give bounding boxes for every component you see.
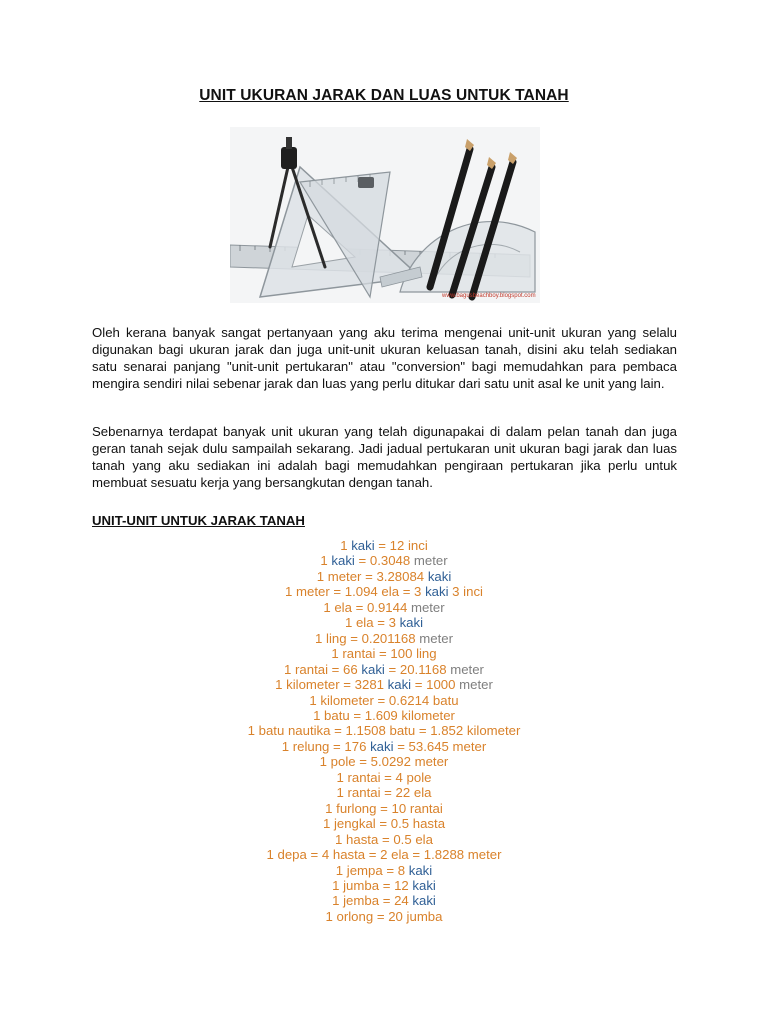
conversion-segment: = 0.3048	[354, 553, 414, 569]
conversion-segment: 1	[340, 538, 352, 553]
conversion-segment: 1 ling = 0.201168	[315, 630, 420, 646]
conversion-segment: 1 pole = 5.0292 meter	[319, 754, 449, 770]
conversion-item	[0, 863, 768, 878]
conversion-segment: = 12 inci	[374, 538, 428, 553]
conversion-list	[0, 538, 768, 924]
section-heading: UNIT-UNIT UNTUK JARAK TANAH	[92, 513, 305, 528]
conversion-segment: 1 rantai = 22 ela	[336, 785, 432, 801]
conversion-item	[0, 708, 768, 723]
image-watermark: www.bagusbeachboy.blogspot.com	[442, 293, 536, 299]
conversion-item	[0, 615, 768, 630]
conversion-item	[0, 909, 768, 924]
conversion-segment: 1 batu = 1.609 kilometer	[313, 707, 455, 723]
conversion-segment: = 20.1168	[384, 661, 451, 677]
conversion-segment: 1 depa = 4 hasta = 2 ela = 1.8288 meter	[266, 847, 502, 863]
conversion-segment: 1 furlong = 10 rantai	[325, 800, 443, 816]
conversion-segment: 1 meter = 1.094 ela = 3	[285, 584, 426, 600]
conversion-segment: 3 inci	[448, 584, 483, 600]
conversion-segment: 1 batu nautika = 1.1508 batu = 1.852 kilometer	[247, 723, 521, 739]
body-paragraph: Sebenarnya terdapat banyak unit ukuran yang telah digunapakai di dalam pelan tanah dan juga geran tanah sejak dulu sampailah sekarang. Jadi jadual pertukaran unit ukuran bagi jarak dan luas tanah yang aku sediakan ini adalah bagi memudahkan pengiraan pertukaran jika perlu untuk membuat sesuatu kerja yang bersangkutan dengan tanah.	[92, 424, 677, 490]
conversion-segment: 1 kilometer = 0.6214 batu	[309, 692, 459, 708]
conversion-segment: kaki	[427, 568, 452, 584]
conversion-item	[0, 553, 768, 568]
conversion-segment: meter	[459, 677, 493, 693]
conversion-item	[0, 816, 768, 831]
conversion-segment: 1 meter = 3.28084	[316, 568, 428, 584]
conversion-item	[0, 847, 768, 862]
conversion-item	[0, 739, 768, 754]
conversion-item	[0, 832, 768, 847]
conversion-segment: meter	[419, 630, 453, 646]
conversion-segment: kaki	[361, 661, 385, 677]
conversion-segment: meter	[410, 599, 445, 615]
conversion-segment: 1 rantai = 4 pole	[336, 769, 432, 785]
conversion-item	[0, 770, 768, 785]
conversion-item	[0, 662, 768, 677]
conversion-item	[0, 693, 768, 708]
conversion-segment: kaki	[351, 538, 375, 553]
conversion-segment: kaki	[331, 553, 355, 569]
conversion-item	[0, 754, 768, 769]
conversion-item	[0, 538, 768, 553]
conversion-item	[0, 801, 768, 816]
conversion-segment: = 1000	[411, 677, 460, 693]
conversion-item	[0, 677, 768, 692]
conversion-segment: meter	[413, 553, 448, 569]
drafting-tools-icon	[230, 127, 540, 303]
conversion-item	[0, 631, 768, 646]
conversion-item	[0, 600, 768, 615]
conversion-item	[0, 646, 768, 661]
conversion-segment: 1 kilometer = 3281	[275, 677, 388, 693]
conversion-segment: 1 ela = 0.9144	[323, 599, 411, 615]
conversion-segment: 1 relung = 176	[281, 738, 371, 754]
conversion-segment: kaki	[425, 584, 449, 600]
conversion-item	[0, 893, 768, 908]
drafting-tools-image	[230, 127, 540, 303]
conversion-item	[0, 569, 768, 584]
conversion-segment: 1 jumba = 12	[332, 877, 413, 893]
intro-paragraph: Oleh kerana banyak sangat pertanyaan yang aku terima mengenai unit-unit ukuran yang selalu digunakan bagi ukuran jarak dan juga unit-unit ukuran keluasan tanah, disini aku telah sediakan satu senarai panjang "unit-unit pertukaran" atau "conversion" bagi memudahkan para pembaca mengira sendiri nilai sebenar jarak dan luas yang perlu ditukar dari satu unit asal ke unit yang lain.	[92, 325, 677, 391]
conversion-segment: kaki	[412, 893, 436, 909]
conversion-segment: kaki	[399, 615, 424, 631]
conversion-item	[0, 878, 768, 893]
conversion-item	[0, 785, 768, 800]
conversion-segment: kaki	[387, 677, 412, 693]
conversion-segment: 1 hasta = 0.5 ela	[335, 831, 433, 847]
conversion-segment: kaki	[370, 738, 394, 754]
document-title: UNIT UKURAN JARAK DAN LUAS UNTUK TANAH	[199, 87, 569, 104]
conversion-segment: 1 jemba = 24	[332, 893, 413, 909]
conversion-segment: 1 ela = 3	[344, 615, 400, 631]
conversion-segment: 1 jempa = 8	[335, 862, 409, 878]
conversion-item	[0, 723, 768, 738]
conversion-segment: kaki	[412, 877, 436, 893]
conversion-segment: meter	[450, 661, 484, 677]
conversion-segment: 1 orlong = 20 jumba	[325, 908, 443, 924]
conversion-item	[0, 584, 768, 599]
conversion-segment: 1 rantai = 66	[284, 661, 362, 677]
conversion-segment: = 53.645 meter	[393, 738, 487, 754]
conversion-segment: 1	[320, 553, 332, 569]
conversion-segment: 1 rantai = 100 ling	[331, 646, 437, 662]
conversion-segment: kaki	[408, 862, 433, 878]
conversion-segment: 1 jengkal = 0.5 hasta	[322, 816, 446, 832]
